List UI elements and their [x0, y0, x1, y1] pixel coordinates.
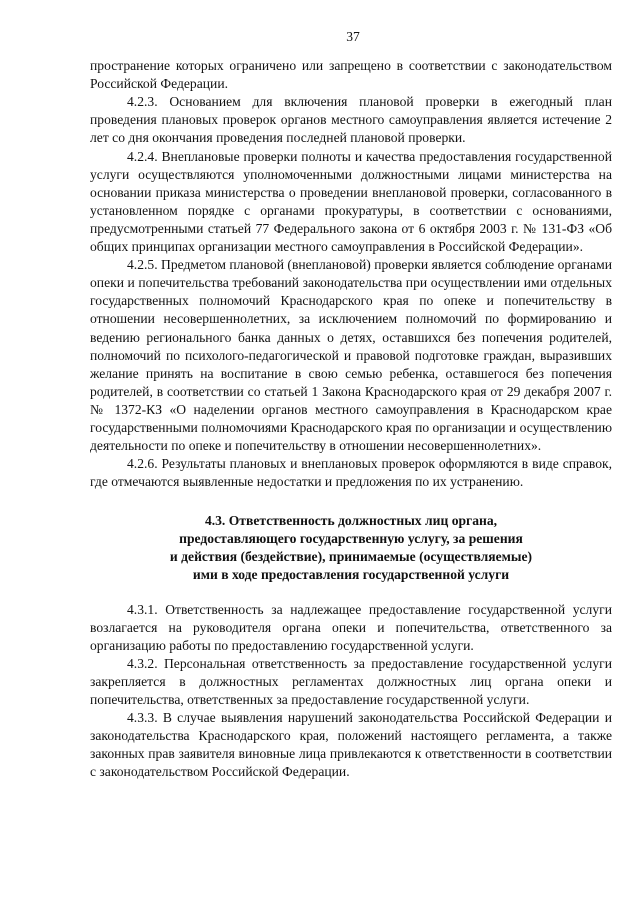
paragraph-4-2-6: 4.2.6. Результаты плановых и внеплановых проверок оформляются в виде справок, где отмечаются выявленные недостатки и предложения по их устранению.: [90, 456, 612, 490]
section-heading-4-3: [90, 512, 612, 583]
paragraph-4-3-3: 4.3.3. В случае выявления нарушений законодательства Российской Федерации и законодательства Краснодарского края, положений настоящего регламента, а также законных прав заявителя виновные лица привлекаются к ответственности в соответствии с законодательством Российской Федерации.: [90, 710, 612, 780]
section-heading-line: предоставляющего государственную услугу, за решения: [179, 531, 523, 547]
section-heading-line: 4.3. Ответственность должностных лиц органа,: [204, 513, 498, 529]
section-heading-line: и действия (бездействие), принимаемые (осуществляемые): [169, 548, 533, 564]
paragraph-4-2-3: 4.2.3. Основанием для включения плановой проверки в ежегодный план проведения плановых проверок органов местного самоуправления является истечение 2 лет со дня окончания проведения последней плановой проверки.: [90, 94, 612, 146]
paragraph-4-3-2: 4.3.2. Персональная ответственность за предоставление государственной услуги закрепляется в должностных регламентах должностных лиц органа опеки и попечительства, ответственных за предоставление государственной услуги.: [90, 655, 612, 707]
paragraph-4-2-5: 4.2.5. Предметом плановой (внеплановой) проверки является соблюдение органами опеки и попечительства требований законодательства при осуществлении ими отдельных государственных полномочий Краснодарского края по опеке и попечительству в отношении несовершеннолетних, за исключением полномочий по формированию и ведению регионального банка данных о детях, оставшихся без попечения родителей, полномочий по психолого-педагогической и правовой подготовке граждан, выразивших желание принять на воспитание в свою семью ребенка, оставшегося без попечения родителей, в соответствии со статьей 1 Закона Краснодарского края от 29 декабря 2007 г. № 1372-КЗ «О наделении органов местного самоуправления в Краснодарском крае государственными полномочиями Краснодарского края по организации и осуществлению деятельности по опеке и попечительству в отношении несовершеннолетних».: [90, 257, 612, 454]
document-page: [90, 28, 612, 781]
paragraph-4-3-1: 4.3.1. Ответственность за надлежащее предоставление государственной услуги возлагается на руководителя органа опеки и попечительства, ответственного за организацию работы по предоставлению государственной услуги.: [90, 601, 612, 653]
section-heading-line: ими в ходе предоставления государственной услуги: [192, 566, 510, 582]
paragraph-continuation: пространение которых ограничено или запрещено в соответствии с законодательством Российской Федерации.: [90, 58, 612, 92]
page-number: 37: [346, 29, 360, 44]
paragraph-4-2-4: 4.2.4. Внеплановые проверки полноты и качества предоставления государственной услуги осуществляются уполномоченными должностными лицами министерства на основании приказа министерства о проведении внеплановой проверки, согласованного в установленном порядке с органами прокуратуры, в соответствии с основаниями, предусмотренными статьей 77 Федерального закона от 6 октября 2003 г. № 131-ФЗ «Об общих принципах организации местного самоуправления в Российской Федерации».: [90, 148, 612, 255]
